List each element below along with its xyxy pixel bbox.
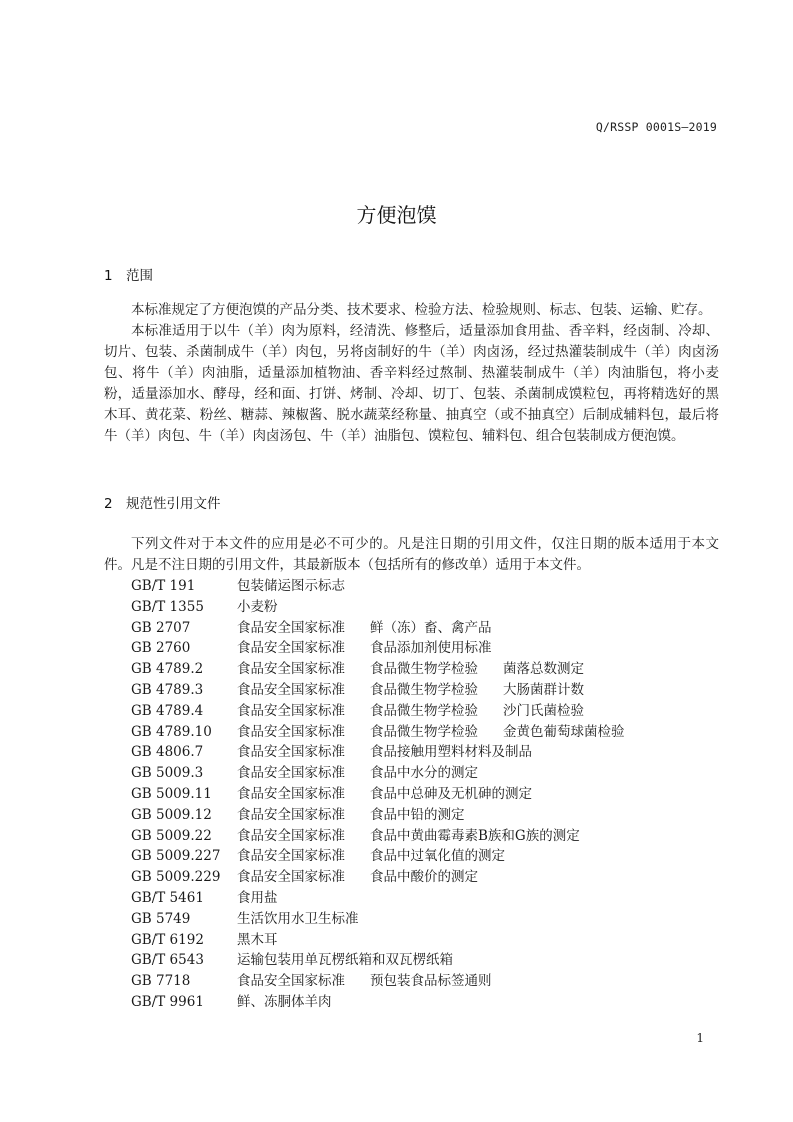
reference-code: GB/T 191 (131, 578, 196, 594)
reference-code: GB 5009.229 (131, 869, 221, 886)
reference-title-part1: 小麦粉 (237, 598, 278, 615)
reference-row (131, 763, 625, 784)
reference-row (131, 618, 625, 639)
reference-code: GB 5749 (131, 910, 191, 927)
reference-title-part1: 包装储运图示标志 (237, 578, 345, 594)
reference-title-part1: 食品安全国家标准 (237, 765, 345, 782)
document-title: 方便泡馍 (356, 203, 437, 227)
reference-title-part2: 食品中过氧化值的测定 (370, 848, 505, 865)
reference-row (131, 597, 625, 618)
reference-code: GB 7718 (131, 973, 191, 990)
reference-title-part2: 食品添加剂使用标准 (370, 640, 492, 657)
reference-row (131, 722, 625, 743)
reference-title-part1: 食品安全国家标准 (237, 702, 345, 719)
reference-row (131, 701, 625, 722)
reference-title-part2: 食品中铅的测定 (370, 806, 465, 823)
reference-code: GB 2760 (131, 640, 191, 657)
reference-title-part1: 食品安全国家标准 (237, 827, 345, 844)
reference-row (131, 846, 625, 867)
reference-code: GB 5009.11 (131, 785, 212, 802)
reference-title-part1: 运输包装用单瓦楞纸箱和双瓦楞纸箱 (237, 952, 453, 969)
reference-title-part1: 食品安全国家标准 (237, 744, 345, 761)
reference-title-part2: 食品中水分的测定 (370, 765, 478, 782)
reference-code: GB/T 5461 (131, 889, 204, 906)
reference-row (131, 826, 625, 847)
reference-title-part3: 金黄色葡萄球菌检验 (503, 723, 625, 740)
reference-code: GB/T 6192 (131, 931, 204, 948)
reference-row (131, 805, 625, 826)
reference-title-part1: 食品安全国家标准 (237, 848, 345, 865)
reference-code: GB 5009.227 (131, 848, 221, 865)
reference-row (131, 992, 625, 1013)
reference-title-part2: 预包装食品标签通则 (370, 973, 492, 990)
section-1-title: 范围 (126, 268, 153, 284)
reference-code: GB 2707 (131, 619, 191, 636)
reference-code: GB 4789.3 (131, 681, 204, 698)
reference-row (131, 659, 625, 680)
reference-title-part2: 食品微生物学检验 (370, 681, 478, 698)
reference-title-part2: 鲜（冻）畜、禽产品 (370, 619, 492, 636)
reference-row (131, 950, 625, 971)
reference-code: GB/T 6543 (131, 952, 204, 969)
section-1-body (104, 300, 719, 447)
reference-row (131, 784, 625, 805)
standard-code: Q/RSSP 0001S—2019 (595, 120, 717, 134)
reference-title-part1: 食品安全国家标准 (237, 973, 345, 990)
section-2-number: 2 (104, 496, 113, 512)
reference-title-part1: 食品安全国家标准 (237, 869, 345, 886)
reference-row (131, 576, 625, 597)
reference-title-part1: 食品安全国家标准 (237, 661, 345, 678)
reference-title-part2: 食品中黄曲霉毒素B族和G族的测定 (370, 827, 580, 844)
reference-row (131, 888, 625, 909)
reference-title-part1: 食品安全国家标准 (237, 640, 345, 657)
reference-title-part1: 食品安全国家标准 (237, 681, 345, 698)
reference-code: GB 4789.10 (131, 723, 212, 740)
reference-row (131, 909, 625, 930)
reference-code: GB/T 9961 (131, 993, 204, 1010)
reference-code: GB 5009.12 (131, 806, 212, 823)
reference-row (131, 971, 625, 992)
section-2-title: 规范性引用文件 (126, 496, 221, 512)
reference-title-part1: 黑木耳 (237, 931, 278, 948)
reference-row (131, 638, 625, 659)
reference-code: GB 5009.22 (131, 827, 212, 844)
reference-code: GB 5009.3 (131, 765, 204, 782)
reference-row (131, 930, 625, 951)
reference-code: GB 4789.4 (131, 702, 204, 719)
section-2-intro (104, 534, 719, 576)
reference-title-part1: 食用盐 (237, 889, 278, 906)
reference-title-part1: 食品安全国家标准 (237, 619, 345, 636)
reference-title-part2: 食品微生物学检验 (370, 661, 478, 678)
reference-title-part3: 菌落总数测定 (503, 661, 584, 678)
reference-code: GB 4789.2 (131, 661, 204, 678)
reference-title-part2: 食品中总砷及无机砷的测定 (370, 785, 532, 802)
reference-title-part1: 食品安全国家标准 (237, 723, 345, 740)
section-1-heading (104, 264, 153, 284)
reference-title-part2: 食品中酸价的测定 (370, 869, 478, 886)
reference-title-part2: 食品接触用塑料材料及制品 (370, 744, 532, 761)
reference-list (131, 576, 625, 1013)
scope-paragraph-2: 本标准适用于以牛（羊）肉为原料，经清洗、修整后，适量添加食用盐、香辛料，经卤制、冷却、切片、包装、杀菌制成牛（羊）肉包，另将卤制好的牛（羊）肉卤汤，经过热灌装制成牛（羊）肉卤汤包、将牛（羊）肉油脂，适量添加植物油、香辛料经过熬制、热灌装制成牛（羊）肉油脂包，将小麦粉，适量添加水、酵母，经和面、打饼、烤制、冷却、切丁、包装、杀菌制成馍粒包，再将精选好的黑木耳、黄花菜、粉丝、糖蒜、辣椒酱、脱水蔬菜经称量、抽真空（或不抽真空）后制成辅料包，最后将牛（羊）肉包、牛（羊）肉卤汤包、牛（羊）油脂包、馍粒包、辅料包、组合包装制成方便泡馍。 (104, 323, 719, 444)
normative-intro-paragraph: 下列文件对于本文件的应用是必不可少的。凡是注日期的引用文件，仅注日期的版本适用于本文件。凡是不注日期的引用文件，其最新版本（包括所有的修改单）适用于本文件。 (104, 536, 719, 573)
reference-title-part3: 沙门氏菌检验 (503, 702, 584, 719)
reference-title-part1: 食品安全国家标准 (237, 806, 345, 823)
reference-title-part1: 鲜、冻胴体羊肉 (237, 993, 332, 1010)
reference-code: GB/T 1355 (131, 598, 204, 615)
reference-title-part2: 食品微生物学检验 (370, 723, 478, 740)
section-2-heading (104, 492, 221, 512)
reference-title-part1: 生活饮用水卫生标准 (237, 910, 359, 927)
reference-title-part2: 食品微生物学检验 (370, 702, 478, 719)
reference-title-part1: 食品安全国家标准 (237, 785, 345, 802)
scope-paragraph-1: 本标准规定了方便泡馍的产品分类、技术要求、检验方法、检验规则、标志、包装、运输、贮存。 (131, 302, 712, 318)
reference-row (131, 742, 625, 763)
reference-row (131, 680, 625, 701)
section-1-number: 1 (104, 268, 113, 284)
reference-row (131, 867, 625, 888)
reference-title-part3: 大肠菌群计数 (503, 681, 584, 698)
page-number: 1 (696, 1031, 704, 1045)
reference-code: GB 4806.7 (131, 744, 204, 761)
